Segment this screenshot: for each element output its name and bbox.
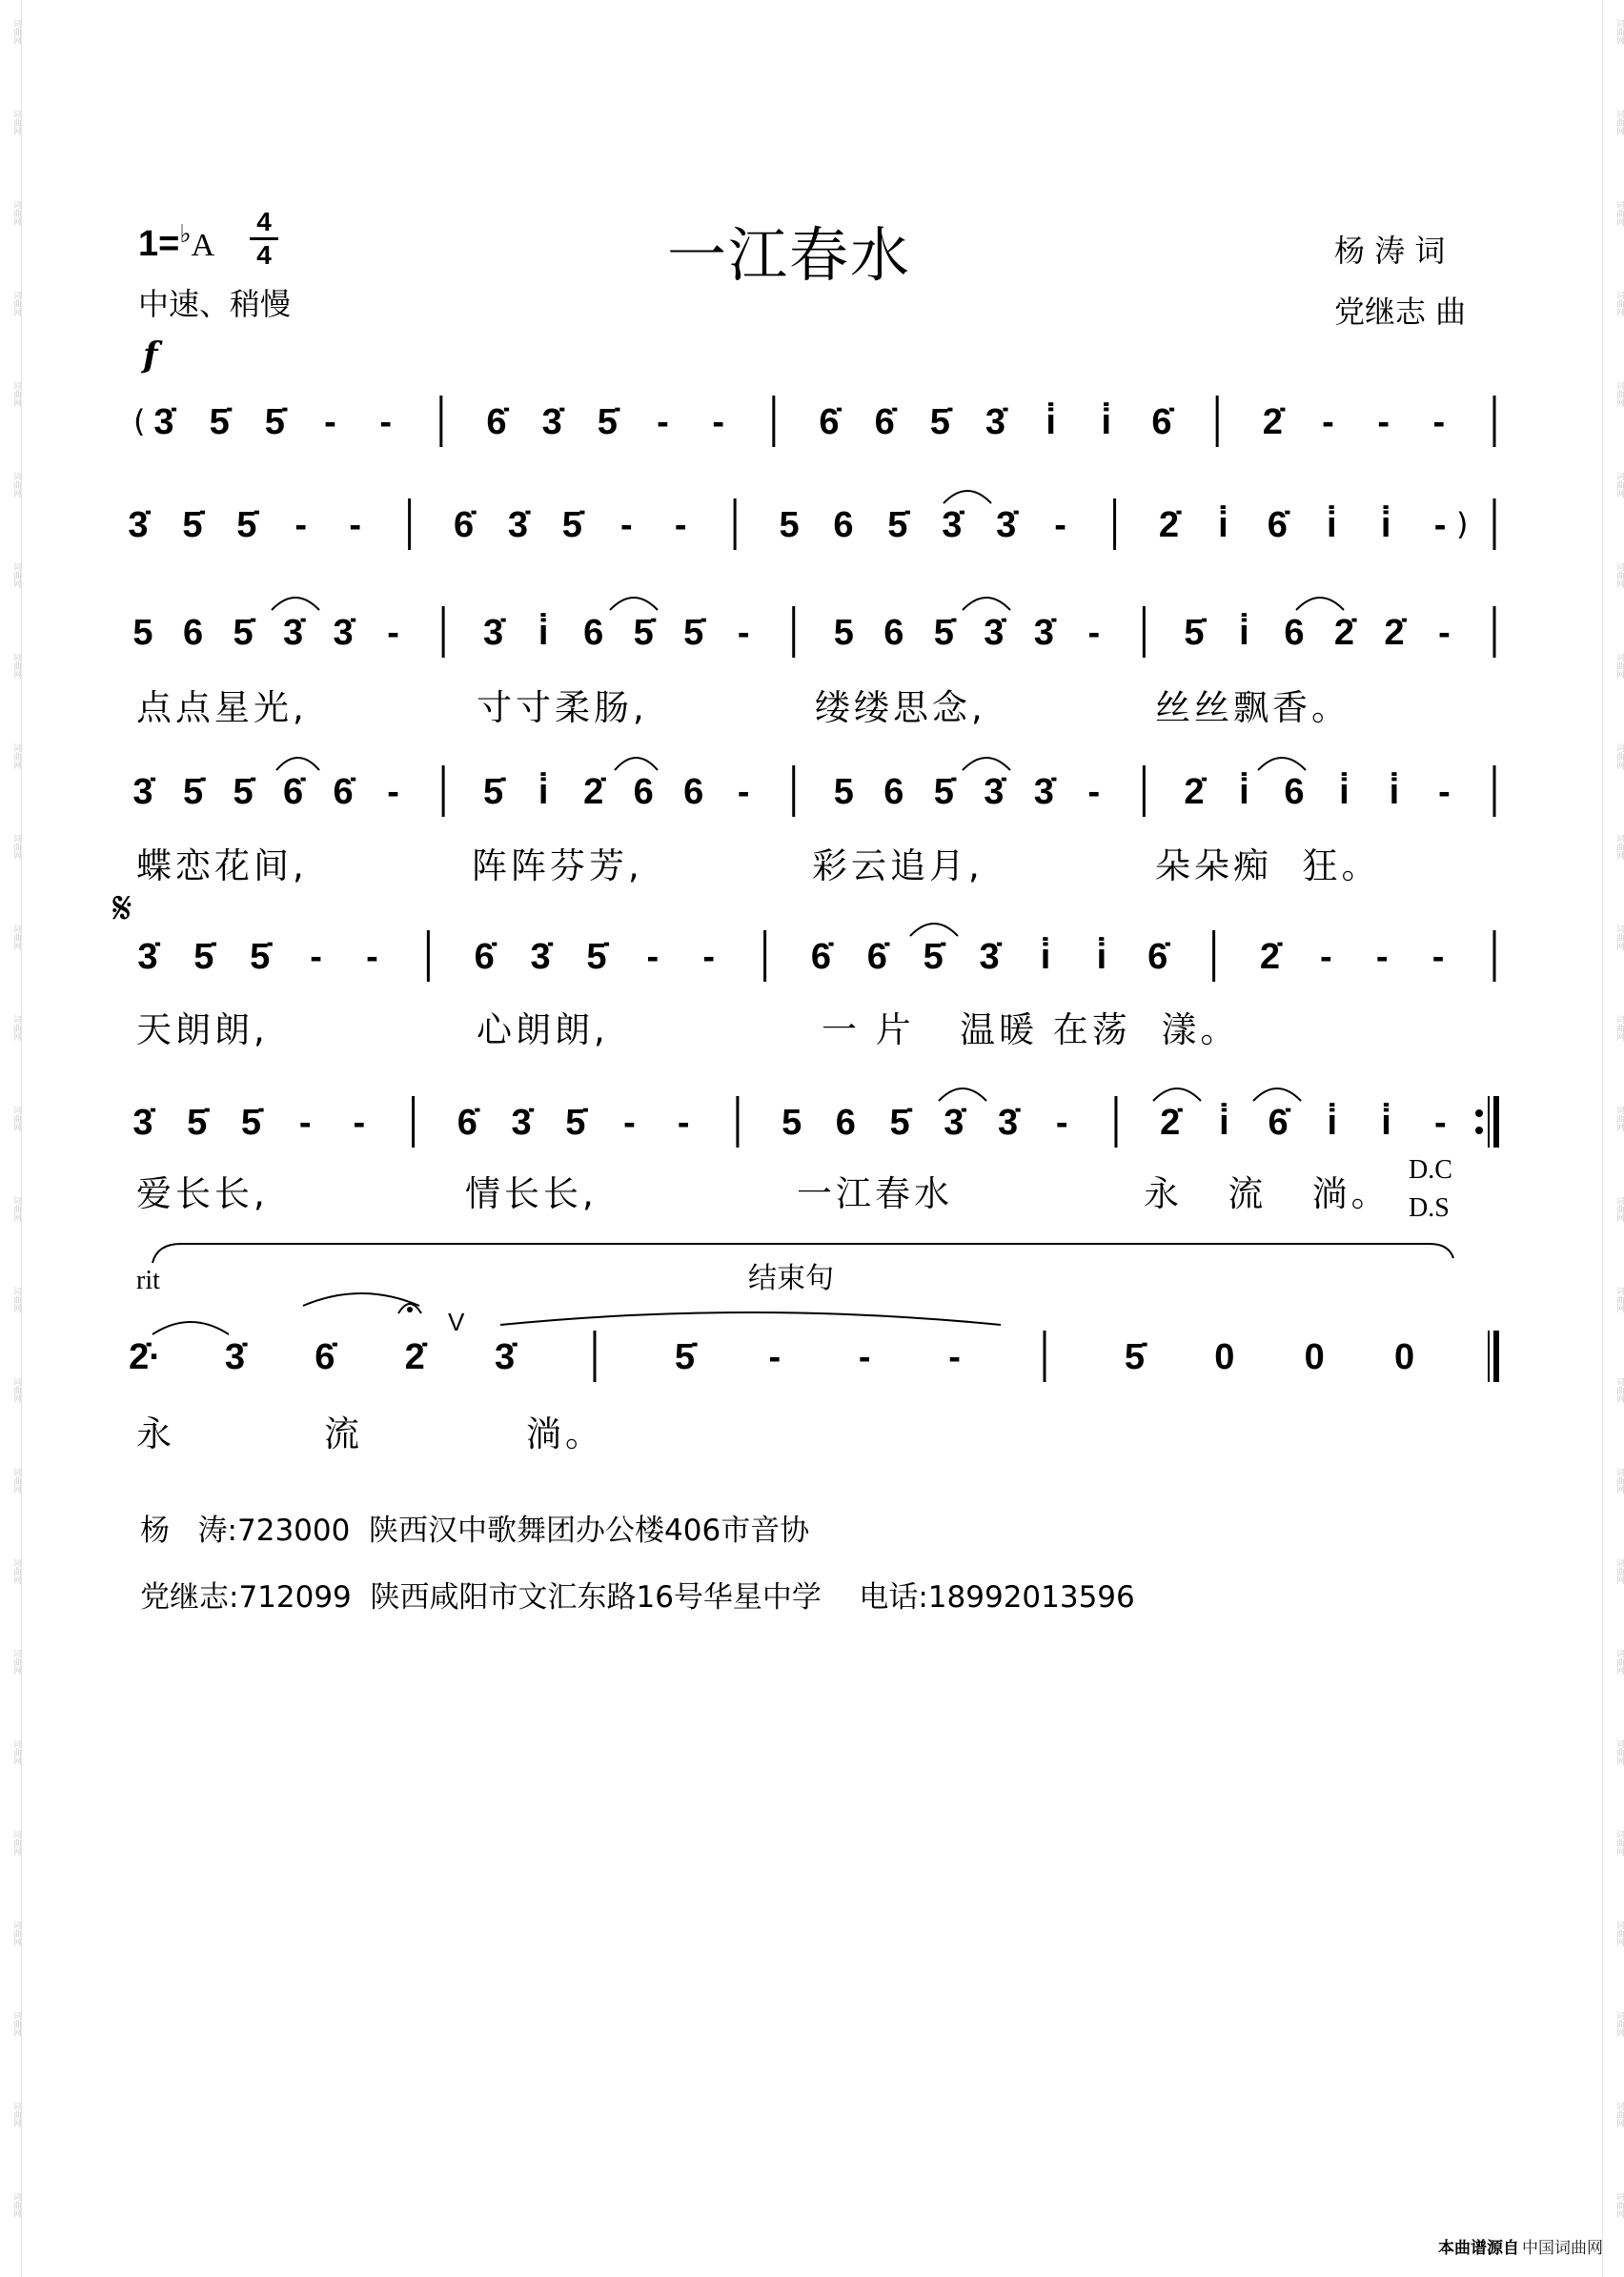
watermark-glyph: 词曲网	[11, 110, 21, 135]
note: 6̇	[453, 505, 475, 545]
note: 6̇	[333, 772, 354, 812]
note: 6	[633, 772, 654, 812]
composer-credit: 党继志 曲	[1334, 294, 1467, 330]
slur	[963, 598, 1010, 610]
note: 6	[835, 1103, 856, 1143]
watermark-glyph: 词曲网	[1614, 1015, 1624, 1041]
note: -	[1322, 402, 1334, 442]
lyric-verse1-2: 寸寸柔肠,	[477, 687, 648, 728]
note: 2̇	[1333, 613, 1355, 653]
flat-sign: ♭	[179, 219, 192, 248]
watermark-glyph: 词曲网	[1614, 291, 1624, 316]
watermark-glyph: 词曲网	[11, 381, 21, 407]
note: 5̇	[264, 402, 285, 442]
note: -	[1438, 613, 1451, 653]
note: -	[737, 772, 750, 812]
watermark-glyph: 词曲网	[11, 291, 21, 316]
note: 5	[833, 772, 854, 812]
watermark-glyph: 词曲网	[11, 472, 21, 498]
watermark-glyph: 词曲网	[11, 1377, 21, 1403]
tempo-marking: 中速、稍慢	[138, 286, 292, 322]
note: 3̇	[224, 1337, 245, 1377]
note: 3̇	[128, 505, 149, 545]
note: 5̇	[193, 937, 214, 977]
note: -	[1431, 937, 1445, 977]
watermark-glyph: 词曲网	[11, 1921, 21, 1946]
note: 6̇	[486, 402, 507, 442]
note: 2̇	[1259, 937, 1281, 977]
lyric-chorus1-2: 心朗朗,	[477, 1009, 609, 1050]
watermark-glyph: 词曲网	[11, 2102, 21, 2127]
note: i̇	[538, 772, 549, 812]
note: -	[1438, 772, 1451, 812]
watermark-glyph: 词曲网	[1614, 1106, 1624, 1131]
watermark-glyph: 词曲网	[1614, 1649, 1624, 1675]
watermark-glyph: 词曲网	[1614, 1287, 1624, 1312]
watermark-glyph: 词曲网	[11, 1287, 21, 1312]
note: i̇	[1239, 613, 1249, 653]
dynamic-forte: f	[143, 335, 158, 376]
slur	[500, 1312, 1001, 1325]
note: 5̇	[250, 937, 271, 977]
watermark-glyph: 词曲网	[1614, 1196, 1624, 1222]
note: 3̇	[984, 613, 1005, 653]
note: -	[1433, 505, 1447, 545]
note: 2̇·	[129, 1337, 161, 1377]
note: i̇	[1040, 937, 1051, 977]
note: -	[324, 402, 336, 442]
lyric-chorus2-4: 永 流 淌。	[1144, 1173, 1391, 1214]
watermark-glyph: 词曲网	[11, 200, 21, 226]
watermark-glyph: 词曲网	[1614, 381, 1624, 407]
note: 3̇	[1033, 613, 1054, 653]
composer-address: 党继志:712099 陕西咸阳市文汇东路16号华星中学 电话:18992013596	[140, 1580, 1135, 1615]
note: 3̇	[511, 1103, 532, 1143]
watermark-glyph: 词曲网	[11, 1106, 21, 1131]
note: 5̇	[633, 613, 654, 653]
meter-top: 4	[256, 207, 272, 236]
note: 5̇	[923, 937, 944, 977]
note: 5	[779, 505, 800, 545]
note: -	[310, 937, 322, 977]
note: -	[712, 402, 724, 442]
lyric-verse2-2: 阵阵芬芳,	[472, 845, 643, 886]
watermark-glyph: 词曲网	[1614, 1377, 1624, 1403]
note: 5̇	[182, 505, 203, 545]
note: -	[1055, 1103, 1068, 1143]
note: i̇	[1219, 1103, 1229, 1143]
note: i̇	[1381, 1103, 1391, 1143]
note: 6	[1284, 772, 1305, 812]
slur	[1258, 758, 1306, 770]
note: 6̇	[457, 1103, 477, 1143]
watermark-glyph: 词曲网	[11, 653, 21, 679]
note: 2̇	[1158, 505, 1180, 545]
note: 6	[683, 772, 704, 812]
watermark-glyph: 词曲网	[1614, 200, 1624, 226]
note: i̇	[538, 613, 549, 653]
note: -	[1432, 402, 1446, 442]
note: i̇	[1380, 505, 1391, 545]
slur	[963, 758, 1010, 770]
note: 6̇	[810, 937, 832, 977]
note: 5̇	[187, 1103, 208, 1143]
note: 3̇	[153, 402, 174, 442]
note: 2̇	[1184, 772, 1205, 812]
note: 3̇	[132, 772, 153, 812]
note: 6̇	[1151, 402, 1172, 442]
note: 6̇	[819, 402, 840, 442]
note: -	[379, 402, 392, 442]
note: -	[1377, 402, 1390, 442]
note: 5̇	[561, 505, 582, 545]
note: -	[1087, 772, 1101, 812]
note: -	[387, 772, 399, 812]
note: 3̇	[1033, 772, 1054, 812]
note: i̇	[1327, 1103, 1338, 1143]
slur	[152, 1322, 229, 1334]
note: 2̇	[1262, 402, 1283, 442]
note: -	[948, 1337, 961, 1377]
note: 3̇	[984, 772, 1005, 812]
watermark-glyph: 词曲网	[11, 1558, 21, 1584]
note: 5̇	[586, 937, 607, 977]
note: 3̇	[507, 505, 529, 545]
slur	[303, 1293, 419, 1306]
note: 3̇	[483, 613, 504, 653]
note: 3̇	[985, 402, 1006, 442]
slur	[610, 598, 658, 610]
watermark-glyph: 词曲网	[11, 2011, 21, 2037]
note: -	[1320, 937, 1332, 977]
note: -	[623, 1103, 636, 1143]
lyric-ending-2: 流	[324, 1413, 363, 1454]
watermark-glyph: 词曲网	[1614, 743, 1624, 769]
segno-icon: 𝄋	[112, 882, 132, 935]
note: 3̇	[942, 505, 963, 545]
key-note: A	[191, 228, 215, 263]
watermark-glyph: 词曲网	[11, 1015, 21, 1041]
dal-segno-mark: D.S	[1409, 1193, 1450, 1223]
note: 2̇	[583, 772, 604, 812]
slur	[1153, 1088, 1201, 1101]
watermark-glyph: 词曲网	[11, 743, 21, 769]
watermark-glyph: 词曲网	[1614, 19, 1624, 45]
note: 6	[1284, 613, 1305, 653]
note: 5̇	[209, 402, 230, 442]
note: -	[737, 613, 750, 653]
watermark-glyph: 词曲网	[1614, 472, 1624, 498]
source-label: 本曲谱源自	[1438, 2239, 1519, 2258]
lyricist-credit: 杨 涛 词	[1334, 233, 1446, 269]
slur	[276, 758, 319, 770]
note: 0	[1394, 1337, 1415, 1377]
watermark-glyph: 词曲网	[1614, 925, 1624, 950]
note: 6̇	[282, 772, 304, 812]
lyric-chorus2-2: 情长长,	[465, 1173, 598, 1214]
note: 5	[782, 1103, 802, 1143]
note: 3̇	[541, 402, 562, 442]
song-title: 一江春水	[667, 220, 912, 290]
note: 5̇	[933, 772, 954, 812]
note: 5̇	[683, 613, 704, 653]
watermark-glyph: 词曲网	[11, 19, 21, 45]
watermark-glyph: 词曲网	[11, 1468, 21, 1494]
note: -	[353, 1103, 366, 1143]
slur	[910, 924, 958, 936]
note: i̇	[1218, 505, 1228, 545]
slur	[1253, 1088, 1301, 1101]
source-site: 中国词曲网	[1522, 2239, 1603, 2258]
note: -	[298, 1103, 312, 1143]
note: 2̇	[404, 1337, 425, 1377]
watermark-glyph: 词曲网	[11, 834, 21, 860]
note: 3̇	[979, 937, 1000, 977]
fermata-dot	[407, 1307, 413, 1312]
lyric-verse1-1: 点点星光,	[136, 687, 308, 728]
note: 5̇	[887, 505, 908, 545]
watermark-glyph: 词曲网	[11, 1196, 21, 1222]
lyric-verse2-4: 朵朵痴 狂。	[1155, 845, 1381, 886]
note: 3̇	[137, 937, 158, 977]
note: -	[1087, 613, 1101, 653]
lyric-ending-1: 永	[136, 1413, 175, 1454]
watermark-glyph: 词曲网	[11, 2192, 21, 2218]
note: 5̇	[233, 772, 254, 812]
note: 0	[1304, 1337, 1325, 1377]
repeat-dot	[1475, 1127, 1483, 1134]
note: 3̇	[495, 1337, 516, 1377]
note: i̇	[1326, 505, 1337, 545]
note: 5̇	[1184, 613, 1205, 653]
note: 3̇	[282, 613, 304, 653]
da-capo-mark: D.C	[1409, 1155, 1452, 1185]
repeat-dot	[1475, 1109, 1483, 1117]
lyric-verse1-3: 缕缕思念,	[815, 687, 986, 728]
watermark-glyph: 词曲网	[1614, 1558, 1624, 1584]
note: 3̇	[944, 1103, 964, 1143]
watermark-glyph: 词曲网	[1614, 2102, 1624, 2127]
note: 2̇	[1384, 613, 1405, 653]
note: 5̇	[240, 1103, 262, 1143]
watermark-glyph: 词曲网	[1614, 2011, 1624, 2037]
watermark-glyph: 词曲网	[1614, 110, 1624, 135]
lyricist-address: 杨 涛:723000 陕西汉中歌舞团办公楼406市音协	[140, 1514, 810, 1548]
note: 5̇	[674, 1337, 695, 1377]
note: 5̇	[483, 772, 504, 812]
close-paren: )	[1456, 506, 1469, 542]
note: 5̇	[236, 505, 257, 545]
note: 6̇	[1147, 937, 1168, 977]
slur	[944, 491, 991, 503]
ritardando-mark: rit	[136, 1266, 160, 1295]
note: -	[677, 1103, 690, 1143]
watermark-glyph: 词曲网	[11, 925, 21, 950]
lyric-verse2-3: 彩云追月,	[812, 845, 984, 886]
note: -	[294, 505, 308, 545]
note: 6̇	[1268, 1103, 1289, 1143]
note: 5̇	[929, 402, 950, 442]
note: i̇	[1101, 402, 1112, 442]
note: 6̇	[1267, 505, 1288, 545]
note: 5̇	[933, 613, 954, 653]
watermark-glyph: 词曲网	[1614, 562, 1624, 588]
note: 6̇	[474, 937, 495, 977]
slur	[939, 1088, 986, 1101]
note: 6	[883, 772, 904, 812]
note: i̇	[1389, 772, 1400, 812]
note: 6	[883, 613, 904, 653]
watermark-glyph: 词曲网	[1614, 1830, 1624, 1856]
note: -	[387, 613, 399, 653]
slur	[615, 758, 658, 770]
meter-bottom: 4	[256, 240, 272, 270]
note: 5	[132, 613, 153, 653]
note: 6̇	[315, 1337, 335, 1377]
note: -	[702, 937, 716, 977]
watermark-glyph: 词曲网	[11, 562, 21, 588]
lyric-chorus1-1: 天朗朗,	[136, 1009, 269, 1050]
key-prefix: 1=	[138, 224, 180, 264]
note: 5̇	[597, 402, 618, 442]
note: 3̇	[333, 613, 354, 653]
note: -	[858, 1337, 871, 1377]
note: -	[674, 505, 687, 545]
note: -	[349, 505, 362, 545]
note: -	[366, 937, 378, 977]
note: 2̇	[1160, 1103, 1181, 1143]
lyric-chorus2-3: 一江春水	[797, 1173, 953, 1214]
note: 3̇	[132, 1103, 153, 1143]
note: -	[657, 402, 669, 442]
slur	[1296, 598, 1344, 610]
watermark-glyph: 词曲网	[1614, 2192, 1624, 2218]
note: 3̇	[997, 1103, 1019, 1143]
note: -	[1054, 505, 1066, 545]
lyric-ending-3: 淌。	[526, 1413, 604, 1454]
lyric-verse1-4: 丝丝飘香。	[1155, 687, 1350, 728]
note: 5̇	[233, 613, 254, 653]
note: 5̇	[565, 1103, 586, 1143]
note: -	[1433, 1103, 1447, 1143]
watermark-glyph: 词曲网	[1614, 1739, 1624, 1765]
ending-bracket	[152, 1244, 1453, 1263]
note: 3̇	[996, 505, 1017, 545]
note: 5	[833, 613, 854, 653]
watermark-glyph: 词曲网	[1614, 1468, 1624, 1494]
note: i̇	[1045, 402, 1056, 442]
note: 5̇	[889, 1103, 910, 1143]
note: 3̇	[530, 937, 551, 977]
watermark-glyph: 词曲网	[11, 1649, 21, 1675]
note: 6	[182, 613, 204, 653]
note: 6	[833, 505, 854, 545]
note: 5̇	[182, 772, 204, 812]
lyric-verse2-1: 蝶恋花间,	[136, 845, 308, 886]
watermark-glyph: 词曲网	[1614, 1921, 1624, 1946]
watermark-glyph: 词曲网	[11, 1739, 21, 1765]
watermark-glyph: 词曲网	[1614, 653, 1624, 679]
lyric-chorus2-1: 爱长长,	[136, 1173, 269, 1214]
watermark-glyph: 词曲网	[1614, 834, 1624, 860]
note: 6̇	[874, 402, 895, 442]
note: i̇	[1096, 937, 1107, 977]
note: 0	[1214, 1337, 1235, 1377]
ending-label: 结束句	[748, 1262, 834, 1295]
watermark-glyph: 词曲网	[11, 1830, 21, 1856]
open-paren: (	[133, 403, 146, 439]
breath-mark: V	[448, 1308, 465, 1336]
lyric-chorus1-3: 一 片 温暖 在荡 漾。	[822, 1009, 1240, 1050]
note: i̇	[1239, 772, 1249, 812]
note: i̇	[1339, 772, 1350, 812]
note: -	[768, 1337, 782, 1377]
note: 6	[583, 613, 604, 653]
note: -	[619, 505, 633, 545]
note: 6̇	[866, 937, 887, 977]
slur	[272, 598, 319, 610]
note: -	[1375, 937, 1389, 977]
note: 5̇	[1124, 1337, 1145, 1377]
note: -	[646, 937, 660, 977]
